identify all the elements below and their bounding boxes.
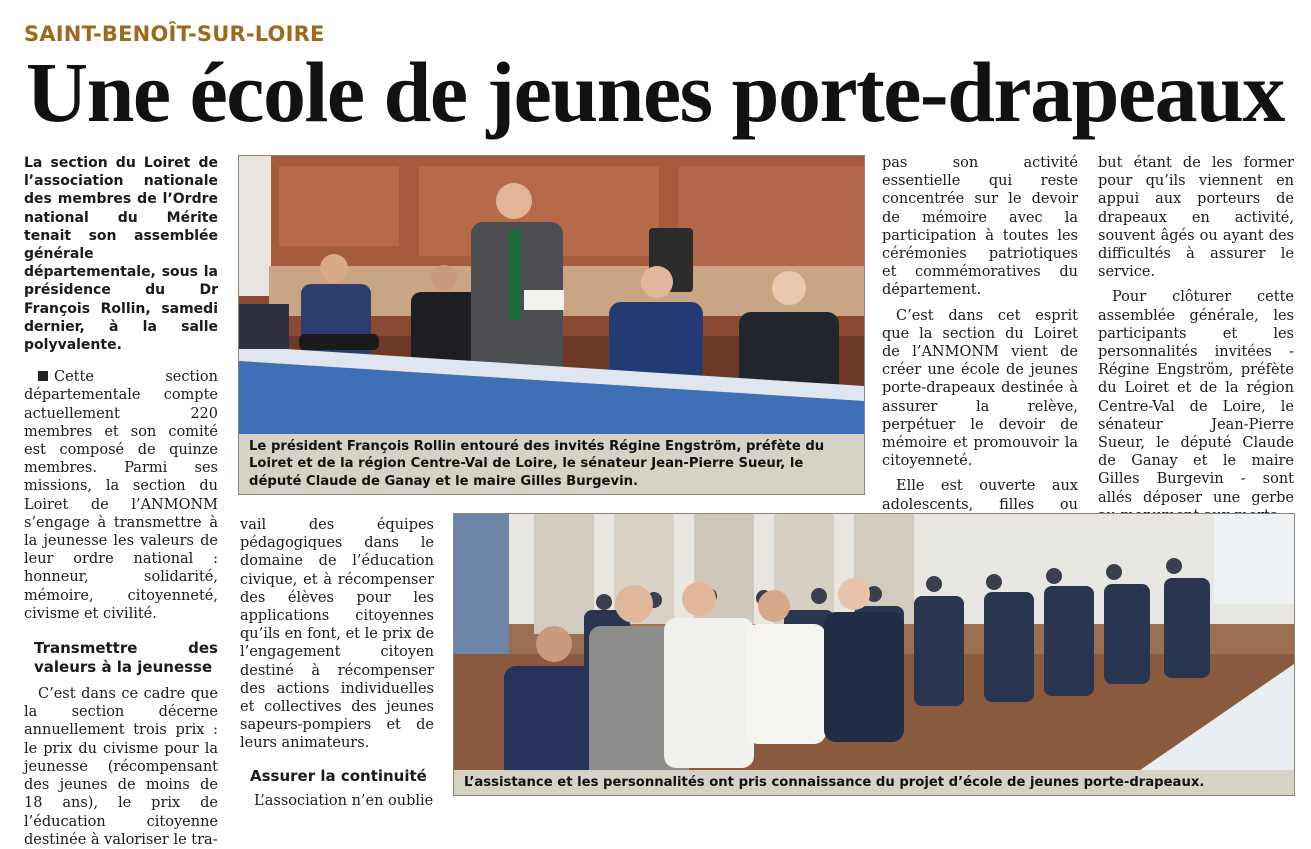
body-paragraph: L’association n’en oublie: [254, 792, 434, 809]
column-1: [24, 154, 218, 849]
photo-meeting-table: [238, 155, 865, 495]
kicker-location: SAINT-BENOÎT-SUR-LOIRE: [24, 22, 325, 46]
photo-audience: [453, 513, 1295, 796]
headline: Une école de jeunes porte-drapeaux: [26, 44, 1284, 140]
photo-caption: Le président François Rollin entouré des invités Régine Engström, préfète du Loiret et de la région Centre-Val de Loire, le sénateur Jean-Pierre Sueur, le député Claude de Ganay et le maire Gilles Burgevin.: [239, 434, 864, 495]
photo-audience-illustration: [454, 514, 1294, 795]
subheading: Transmettre des valeurs à la jeunesse: [34, 639, 218, 677]
column-2: [240, 516, 434, 810]
body-paragraph: pas son activité essentielle qui reste concentrée sur le devoir de mémoire avec la participation à toutes les cérémonies patriotiques et commémoratives du département.: [882, 155, 1078, 299]
body-paragraph: [24, 368, 218, 623]
body-paragraph: C’est dans cet esprit que la section du Loiret de l’ANMONM vient de créer une école de jeunes porte-drapeaux destinée à assurer la relève, perpétuer le devoir de mémoire et promouvoir la citoyenneté.: [882, 307, 1078, 470]
column-4: [1098, 154, 1294, 525]
body-paragraph: but étant de les former pour qu’ils viennent en appui aux porteurs de drapeaux en activité, souvent âgés ou ayant des difficultés à assurer le service.: [1098, 155, 1294, 281]
lead-paragraph: La section du Loiret de l’association nationale des membres de l’Ordre national du Mérite tenait son assemblée générale départementale, sous la présidence du Dr François Rollin, samedi dernier, à la salle polyvalente.: [24, 155, 218, 354]
body-paragraph: Elle est ouverte aux adolescents, filles ou: [882, 478, 1078, 513]
body-paragraph: C’est dans ce cadre que la section décerne annuellement trois prix : le prix du civisme pour la jeunesse (récompensant des jeunes de moins de 18 ans), le prix de l’éducation citoyenne destinée à valoriser le tra-: [24, 686, 218, 848]
body-paragraph: Pour clôturer cette assemblée générale, les participants et les personnalités invitées - Régine Engström, préfète du Loiret et de la région Centre-Val de Loire, le sénateur Jean-Pierre Sueur, le député Claude de Ganay et le maire Gilles Burgevin - sont allés déposer une gerbe: [1098, 289, 1294, 506]
column-3: [882, 154, 1078, 550]
body-paragraph: vail des équipes pédagogiques dans le domaine de l’éducation civique, et à récompenser des élèves pour les applications citoyennes qu’ils en font, et le prix de l’engagement citoyen destiné à récompenser des actions individuelles et collectives des jeunes sapeurs-pompiers et de leurs animateurs.: [240, 517, 434, 752]
bullet-square-icon: [38, 371, 48, 381]
subheading: Assurer la continuité: [250, 766, 427, 785]
body-text: Cette section départementale compte actuellement 220 membres et son comité est composé de quinze membres. Parmi ses missions, la section du Loiret de l’ANMONM s’engage à transmettre à la jeunesse les valeurs de leur ordre national : honneur, solidarité, mémoire, citoyenneté, civisme et civilité.: [24, 369, 218, 622]
photo-caption: L’assistance et les personnalités ont pris connaissance du projet d’école de jeunes porte-drapeaux.: [454, 770, 1294, 796]
